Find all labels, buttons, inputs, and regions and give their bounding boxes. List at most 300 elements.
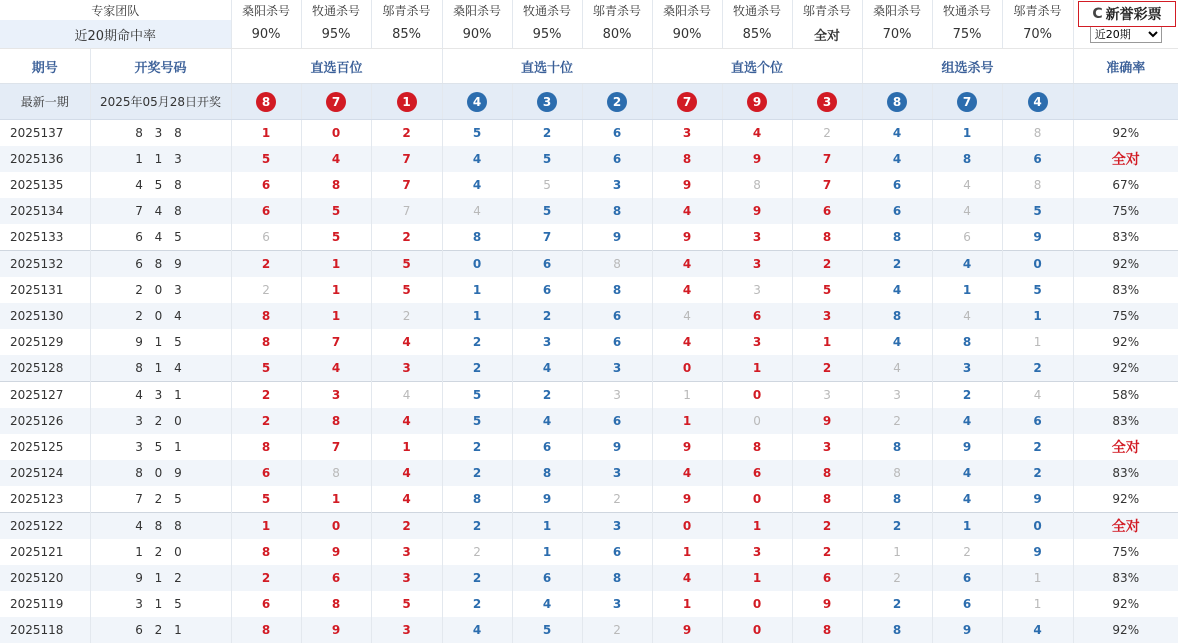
accuracy-cell: 92% (1073, 591, 1178, 617)
kill-number-cell: 9 (1002, 539, 1073, 565)
kill-number-cell: 5 (231, 355, 301, 382)
kill-number-cell: 8 (442, 224, 512, 251)
period-cell: 2025127 (0, 382, 90, 409)
kill-number-cell: 9 (1002, 224, 1073, 251)
kill-number-cell: 8 (582, 277, 652, 303)
kill-number-cell: 4 (442, 198, 512, 224)
draw-numbers-cell: 7 2 5 (90, 486, 231, 513)
latest-date: 2025年05月28日开奖 (90, 84, 231, 120)
draw-numbers-cell: 3 1 5 (90, 591, 231, 617)
kill-number-cell: 1 (932, 513, 1002, 540)
hit-rate: 90% (231, 20, 301, 49)
kill-number-cell: 4 (932, 251, 1002, 278)
kill-number-cell: 9 (652, 486, 722, 513)
kill-number-cell: 2 (862, 251, 932, 278)
brand-logo[interactable] (1078, 1, 1176, 27)
kill-number-cell: 6 (1002, 146, 1073, 172)
kill-number-cell: 6 (582, 539, 652, 565)
accuracy-cell: 92% (1073, 251, 1178, 278)
expert-name: 桑阳杀号 (231, 0, 301, 20)
latest-ball-cell (862, 84, 932, 120)
kill-number-cell: 6 (512, 565, 582, 591)
kill-number-cell: 3 (582, 591, 652, 617)
kill-number-cell: 8 (512, 460, 582, 486)
hit-rate: 90% (652, 20, 722, 49)
draw-numbers-cell: 1 1 3 (90, 146, 231, 172)
accuracy-cell: 全对 (1073, 146, 1178, 172)
expert-name: 牧通杀号 (722, 0, 792, 20)
kill-number-cell: 3 (722, 277, 792, 303)
kill-number-cell: 0 (722, 591, 792, 617)
kill-number-cell: 6 (231, 591, 301, 617)
kill-number-cell: 2 (792, 251, 862, 278)
kill-number-cell: 8 (442, 486, 512, 513)
kill-number-cell: 3 (722, 539, 792, 565)
history-rows (0, 120, 1178, 643)
kill-number-cell: 4 (932, 172, 1002, 198)
kill-number-cell: 1 (301, 486, 371, 513)
hit-rate: 80% (582, 20, 652, 49)
kill-number-cell: 3 (792, 434, 862, 460)
kill-number-cell: 5 (442, 408, 512, 434)
kill-number-cell: 2 (442, 434, 512, 460)
kill-number-cell: 5 (371, 591, 442, 617)
kill-number-cell: 4 (371, 329, 442, 355)
kill-number-cell: 8 (231, 539, 301, 565)
period-cell: 2025121 (10, 545, 64, 559)
kill-number-cell: 4 (652, 460, 722, 486)
accuracy-cell: 92% (1073, 486, 1178, 513)
kill-number-cell: 3 (371, 617, 442, 643)
kill-number-cell: 7 (371, 172, 442, 198)
kill-number-cell: 4 (862, 120, 932, 147)
kill-number-cell: 4 (652, 565, 722, 591)
kill-number-cell: 8 (231, 434, 301, 460)
kill-number-cell: 9 (582, 434, 652, 460)
kill-number-cell: 5 (442, 382, 512, 409)
kill-number-cell: 1 (1002, 565, 1073, 591)
accuracy-cell: 83% (1073, 408, 1178, 434)
kill-number-cell: 6 (582, 120, 652, 147)
kill-number-cell: 6 (582, 329, 652, 355)
kill-number-cell: 8 (1002, 120, 1073, 147)
kill-number-cell: 4 (652, 277, 722, 303)
kill-number-cell: 4 (652, 329, 722, 355)
draw-numbers-cell: 6 8 9 (90, 251, 231, 278)
kill-number-cell: 3 (582, 382, 652, 409)
kill-number-cell: 8 (722, 172, 792, 198)
kill-number-cell: 1 (932, 120, 1002, 147)
accuracy-cell: 92% (1073, 120, 1178, 147)
kill-number-cell: 5 (301, 224, 371, 251)
period-cell: 2025122 (0, 513, 90, 540)
table-row (0, 303, 1178, 329)
kill-number-cell: 8 (932, 146, 1002, 172)
kill-number-cell: 3 (722, 329, 792, 355)
kill-number-cell: 1 (512, 513, 582, 540)
period-cell: 2025120 (0, 565, 90, 591)
expert-name: 牧通杀号 (512, 0, 582, 20)
kill-number-cell: 4 (932, 486, 1002, 513)
latest-ball-cell (1002, 84, 1073, 120)
kill-number-cell: 2 (582, 486, 652, 513)
kill-number-cell: 0 (722, 382, 792, 409)
kill-number-cell: 0 (301, 513, 371, 540)
kill-number-cell: 8 (231, 303, 301, 329)
period-cell: 2025119 (10, 597, 64, 611)
draw-numbers-cell: 8 3 8 (90, 120, 231, 147)
period-cell: 2025130 (0, 303, 90, 329)
number-ball: 4 (1028, 92, 1048, 112)
table-row (0, 591, 1178, 617)
table-row (0, 224, 1178, 251)
table-row (0, 146, 1178, 172)
kill-number-cell: 6 (792, 565, 862, 591)
kill-number-cell: 4 (442, 617, 512, 643)
latest-draw-row (0, 84, 1178, 120)
latest-accuracy-cell (1073, 84, 1178, 120)
kill-number-cell: 5 (512, 172, 582, 198)
period-select[interactable] (1090, 25, 1162, 43)
kill-number-cell: 2 (862, 565, 932, 591)
table-row (0, 513, 1178, 540)
table-row (0, 565, 1178, 591)
draw-numbers-cell: 3 2 0 (90, 408, 231, 434)
kill-number-cell: 6 (582, 146, 652, 172)
kill-number-cell: 6 (932, 565, 1002, 591)
kill-number-cell: 1 (442, 277, 512, 303)
kill-number-cell: 1 (862, 539, 932, 565)
kill-number-cell: 4 (1002, 382, 1073, 409)
kill-number-cell: 8 (862, 303, 932, 329)
kill-number-cell: 1 (722, 565, 792, 591)
kill-number-cell: 2 (442, 329, 512, 355)
kill-number-cell: 8 (231, 329, 301, 355)
kill-number-cell: 2 (862, 408, 932, 434)
kill-number-cell: 1 (1002, 303, 1073, 329)
kill-number-cell: 9 (652, 617, 722, 643)
accuracy-cell: 75% (1073, 303, 1178, 329)
kill-number-cell: 7 (371, 198, 442, 224)
kill-number-cell: 5 (512, 617, 582, 643)
number-ball: 3 (817, 92, 837, 112)
kill-number-cell: 2 (371, 303, 442, 329)
period-cell: 2025126 (0, 408, 90, 434)
kill-number-cell: 1 (652, 382, 722, 409)
kill-number-cell: 9 (512, 486, 582, 513)
hit-rate: 75% (932, 20, 1002, 49)
kill-number-cell: 6 (512, 251, 582, 278)
kill-number-cell: 6 (231, 198, 301, 224)
table-row (0, 617, 1178, 643)
kill-number-cell: 4 (932, 408, 1002, 434)
kill-number-cell: 7 (792, 172, 862, 198)
expert-name: 邬青杀号 (582, 0, 652, 20)
number-ball: 8 (256, 92, 276, 112)
table-row (0, 277, 1178, 303)
latest-ball-cell (932, 84, 1002, 120)
kill-number-cell: 6 (1002, 408, 1073, 434)
number-ball: 2 (607, 92, 627, 112)
kill-number-cell: 2 (792, 355, 862, 382)
kill-number-cell: 4 (442, 146, 512, 172)
kill-number-cell: 6 (792, 198, 862, 224)
kill-number-cell: 0 (722, 408, 792, 434)
kill-number-cell: 3 (722, 224, 792, 251)
kill-number-cell: 9 (792, 408, 862, 434)
kill-number-cell: 8 (582, 251, 652, 278)
table-row (0, 251, 1178, 278)
expert-name: 桑阳杀号 (652, 0, 722, 20)
number-ball: 7 (677, 92, 697, 112)
kill-number-cell: 4 (652, 251, 722, 278)
kill-number-cell: 6 (582, 408, 652, 434)
kill-number-cell: 9 (722, 198, 792, 224)
accuracy-cell: 67% (1073, 172, 1178, 198)
kill-number-cell: 8 (792, 460, 862, 486)
period-cell: 2025134 (0, 198, 90, 224)
kill-number-cell: 4 (301, 355, 371, 382)
kill-number-cell: 1 (652, 591, 722, 617)
kill-number-cell: 5 (371, 277, 442, 303)
kill-number-cell: 4 (722, 120, 792, 147)
kill-number-cell: 8 (862, 434, 932, 460)
kill-number-cell: 1 (932, 277, 1002, 303)
kill-number-cell: 9 (652, 434, 722, 460)
kill-number-cell: 7 (301, 434, 371, 460)
kill-number-cell: 6 (722, 303, 792, 329)
kill-number-cell: 8 (792, 617, 862, 643)
kill-number-cell: 8 (862, 460, 932, 486)
latest-ball-cell (722, 84, 792, 120)
expert-team-label: 专家团队 (91, 3, 140, 18)
kill-number-cell: 3 (652, 120, 722, 147)
kill-number-cell: 4 (512, 591, 582, 617)
kill-number-cell: 2 (442, 565, 512, 591)
kill-number-cell: 7 (792, 146, 862, 172)
kill-number-cell: 4 (652, 303, 722, 329)
kill-number-cell: 1 (231, 120, 301, 147)
table-row (0, 408, 1178, 434)
kill-number-cell: 3 (582, 355, 652, 382)
kill-number-cell: 2 (231, 382, 301, 409)
kill-number-cell: 2 (792, 513, 862, 540)
kill-number-cell: 3 (371, 355, 442, 382)
kill-number-cell: 4 (932, 460, 1002, 486)
kill-number-cell: 9 (652, 172, 722, 198)
accuracy-cell: 58% (1073, 382, 1178, 409)
kill-number-cell: 2 (932, 539, 1002, 565)
kill-number-cell: 6 (862, 172, 932, 198)
kill-number-cell: 2 (582, 617, 652, 643)
kill-number-cell: 0 (1002, 513, 1073, 540)
kill-number-cell: 9 (301, 539, 371, 565)
expert-name: 邬青杀号 (792, 0, 862, 20)
kill-number-cell: 0 (722, 486, 792, 513)
hit-rate-row (0, 20, 1178, 49)
column-draw: 开奖号码 (90, 49, 231, 84)
kill-number-cell: 2 (371, 224, 442, 251)
column-tens: 直选十位 (442, 49, 652, 84)
kill-number-cell: 2 (442, 460, 512, 486)
kill-number-cell: 6 (301, 565, 371, 591)
kill-number-cell: 6 (862, 198, 932, 224)
accuracy-cell: 75% (1073, 198, 1178, 224)
kill-number-cell: 3 (582, 513, 652, 540)
kill-number-cell: 1 (301, 277, 371, 303)
kill-number-cell: 5 (792, 277, 862, 303)
expert-name: 桑阳杀号 (862, 0, 932, 20)
kill-number-cell: 6 (582, 303, 652, 329)
kill-number-cell: 4 (862, 329, 932, 355)
number-ball: 7 (957, 92, 977, 112)
kill-number-cell: 5 (442, 120, 512, 147)
expert-name: 邬青杀号 (1002, 0, 1073, 20)
draw-numbers-cell: 4 3 1 (90, 382, 231, 409)
latest-ball-cell (231, 84, 301, 120)
kill-number-cell: 8 (862, 617, 932, 643)
kill-number-cell: 1 (722, 355, 792, 382)
kill-number-cell: 8 (862, 486, 932, 513)
number-ball: 3 (537, 92, 557, 112)
kill-number-cell: 6 (932, 591, 1002, 617)
table-row (0, 172, 1178, 198)
kill-number-cell: 1 (1002, 591, 1073, 617)
hit-rate: 70% (1002, 20, 1073, 49)
number-ball: 4 (467, 92, 487, 112)
kill-number-cell: 0 (652, 355, 722, 382)
kill-number-cell: 5 (231, 486, 301, 513)
kill-number-cell: 9 (652, 224, 722, 251)
kill-number-cell: 9 (792, 591, 862, 617)
kill-number-cell: 6 (231, 172, 301, 198)
hit-rate: 85% (371, 20, 442, 49)
kill-number-cell: 6 (231, 224, 301, 251)
draw-numbers-cell: 9 1 2 (90, 565, 231, 591)
kill-number-cell: 2 (371, 513, 442, 540)
accuracy-cell: 83% (1073, 460, 1178, 486)
kill-number-cell: 9 (582, 224, 652, 251)
kill-number-cell: 9 (932, 434, 1002, 460)
kill-number-cell: 6 (722, 460, 792, 486)
kill-number-cell: 6 (512, 434, 582, 460)
kill-number-cell: 9 (722, 146, 792, 172)
kill-number-cell: 8 (301, 408, 371, 434)
kill-number-cell: 8 (301, 172, 371, 198)
kill-number-cell: 5 (301, 198, 371, 224)
kill-number-cell: 8 (792, 224, 862, 251)
kill-number-cell: 1 (512, 539, 582, 565)
kill-number-cell: 3 (582, 172, 652, 198)
kill-number-cell: 8 (722, 434, 792, 460)
kill-number-cell: 2 (1002, 460, 1073, 486)
kill-number-cell: 5 (1002, 277, 1073, 303)
kill-number-cell: 0 (442, 251, 512, 278)
column-units: 直选个位 (652, 49, 862, 84)
period-cell: 2025128 (0, 355, 90, 382)
kill-number-cell: 2 (442, 513, 512, 540)
kill-number-cell: 2 (792, 539, 862, 565)
kill-number-cell: 8 (862, 224, 932, 251)
draw-numbers-cell: 9 1 5 (90, 329, 231, 355)
accuracy-cell: 92% (1073, 329, 1178, 355)
column-header-row (0, 49, 1178, 84)
kill-number-cell: 4 (512, 408, 582, 434)
kill-number-cell: 0 (722, 617, 792, 643)
kill-number-cell: 0 (652, 513, 722, 540)
period-cell: 2025133 (10, 230, 64, 244)
accuracy-cell: 全对 (1073, 513, 1178, 540)
kill-number-cell: 1 (301, 251, 371, 278)
kill-number-cell: 7 (512, 224, 582, 251)
expert-row (0, 0, 1178, 20)
kill-number-cell: 4 (862, 146, 932, 172)
draw-numbers-cell: 4 8 8 (90, 513, 231, 540)
kill-number-cell: 9 (932, 617, 1002, 643)
kill-number-cell: 3 (512, 329, 582, 355)
kill-number-cell: 8 (932, 329, 1002, 355)
column-period: 期号 (0, 49, 90, 84)
kill-number-cell: 2 (932, 382, 1002, 409)
draw-numbers-cell: 6 2 1 (90, 617, 231, 643)
table-row (0, 198, 1178, 224)
kill-number-cell: 7 (371, 146, 442, 172)
latest-label: 最新一期 (0, 84, 90, 120)
hit-rate: 85% (722, 20, 792, 49)
draw-numbers-cell: 2 0 4 (90, 303, 231, 329)
kill-number-cell: 5 (512, 146, 582, 172)
expert-name: 邬青杀号 (371, 0, 442, 20)
kill-number-cell: 3 (932, 355, 1002, 382)
period-cell: 2025118 (0, 617, 90, 643)
expert-name: 牧通杀号 (932, 0, 1002, 20)
kill-number-cell: 8 (582, 565, 652, 591)
kill-number-cell: 1 (371, 434, 442, 460)
latest-ball-cell (652, 84, 722, 120)
table-row (0, 434, 1178, 460)
kill-number-cell: 2 (231, 277, 301, 303)
draw-numbers-cell: 6 4 5 (90, 224, 231, 251)
kill-number-cell: 1 (301, 303, 371, 329)
kill-number-cell: 4 (371, 382, 442, 409)
kill-number-cell: 3 (371, 539, 442, 565)
kill-number-cell: 2 (792, 120, 862, 147)
period-cell: 2025131 (10, 283, 64, 297)
hit-rate: 95% (301, 20, 371, 49)
kill-number-cell: 4 (932, 198, 1002, 224)
kill-number-cell: 3 (862, 382, 932, 409)
kill-number-cell: 2 (371, 120, 442, 147)
table-row (0, 355, 1178, 382)
table-row (0, 329, 1178, 355)
table-row (0, 460, 1178, 486)
kill-number-cell: 5 (1002, 198, 1073, 224)
column-group: 组选杀号 (862, 49, 1073, 84)
kill-number-cell: 0 (301, 120, 371, 147)
kill-number-cell: 3 (792, 303, 862, 329)
kill-number-cell: 8 (582, 198, 652, 224)
kill-number-cell: 8 (231, 617, 301, 643)
period-cell: 2025125 (10, 440, 64, 454)
period-cell: 2025124 (0, 460, 90, 486)
draw-numbers-cell: 2 0 3 (90, 277, 231, 303)
column-accuracy: 准确率 (1073, 49, 1178, 84)
kill-number-cell: 2 (1002, 434, 1073, 460)
expert-name: 牧通杀号 (301, 0, 371, 20)
latest-ball-cell (442, 84, 512, 120)
kill-number-cell: 1 (1002, 329, 1073, 355)
draw-numbers-cell: 8 1 4 (90, 355, 231, 382)
